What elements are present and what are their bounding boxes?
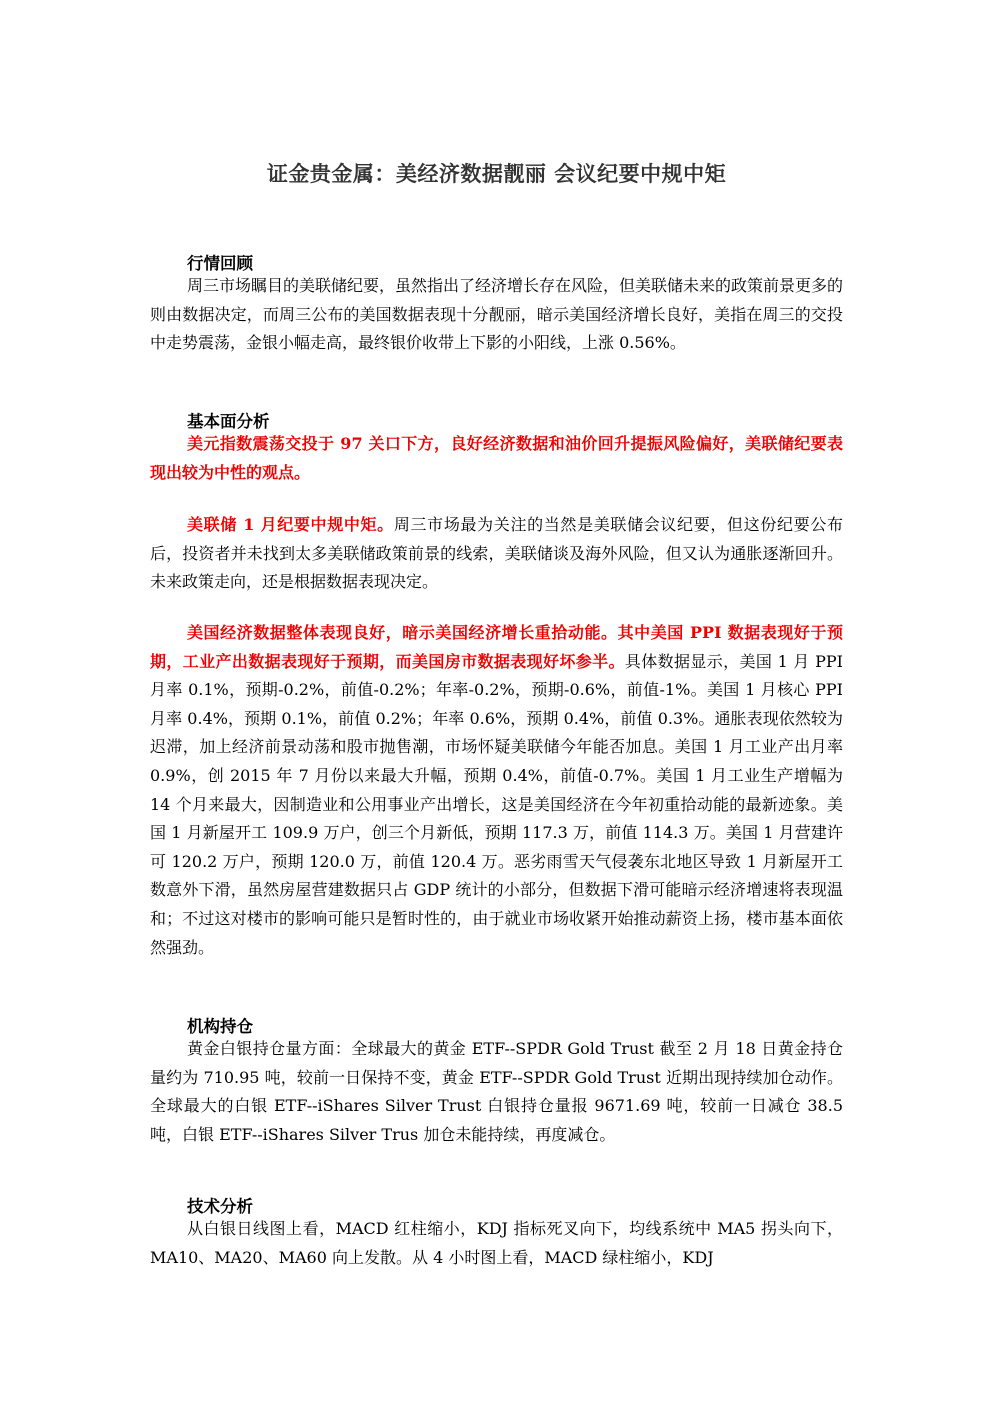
paragraph-fed-minutes xyxy=(150,511,843,597)
heading-technical: 技术分析 xyxy=(187,1197,253,1216)
fed-minutes-lead: 美联储 1 月纪要中规中矩。 xyxy=(187,515,394,534)
paragraph-market-review: 周三市场瞩目的美联储纪要，虽然指出了经济增长存在风险，但美联储未来的政策前景更多的则由数据决定，而周三公布的美国数据表现十分靓丽，暗示美国经济增长良好，美指在周三的交投中走势震荡，金银小幅走高，最终银价收带上下影的小阳线，上涨 0.56%。 xyxy=(150,276,844,353)
paragraph-us-data xyxy=(150,619,843,962)
document-title: 证金贵金属：美经济数据靓丽 会议纪要中规中矩 xyxy=(266,162,727,186)
us-data-body: 具体数据显示，美国 1 月 PPI 月率 0.1%，预期-0.2%，前值-0.2%；年率-0.2%，预期-0.6%，前值-1%。美国 1 月核心 PPI 月率 0.4%，预期 0.1%，前值 0.2%；年率 0.6%，预期 0.4%，前值 0.3%。通胀表现依然较为迟滞，加上经济前景动荡和股市抛售潮，市场怀疑美联储今年能否加息。美国 1 月工业产出月率 0.9%，创 2015 年 7 月份以来最大升幅，预期 0.4%，前值-0.7%。美国 1 月工业生产增幅为 14 个月来最大，因制造业和公用事业产出增长，这是美国经济在今年初重拾动能的最新迹象。美国 1 月新屋开工 109.9 万户，创三个月新低，预期 117.3 万，前值 114.3 万。美国 1 月营建许可 120.2 万户，预期 120.0 万，前值 120.4 万。恶劣雨雪天气侵袭东北地区导致 1 月新屋开工数意外下滑，虽然房屋营建数据只占 GDP 统计的小部分，但数据下滑可能暗示经济增速将表现温和；不过这对楼市的影响可能只是暂时性的，由于就业市场收紧开始推动薪资上扬，楼市基本面依然强劲。 xyxy=(150,651,843,957)
heading-holdings: 机构持仓 xyxy=(187,1017,253,1036)
heading-fundamental: 基本面分析 xyxy=(187,412,270,431)
fed-minutes-body: 周三市场最为关注的当然是美联储会议纪要，但这份纪要公布后，投资者并未找到太多美联储政策前景的线索，美联储谈及海外风险，但又认为通胀逐渐回升。未来政策走向，还是根据数据表现决定。 xyxy=(150,515,843,592)
paragraph-technical: 从白银日线图上看，MACD 红柱缩小，KDJ 指标死叉向下，均线系统中 MA5 拐头向下，MA10、MA20、MA60 向上发散。从 4 小时图上看，MACD 绿柱缩小，KDJ xyxy=(150,1219,843,1267)
us-data-lead: 美国经济数据整体表现良好，暗示美国经济增长重拾动能。其中美国 PPI 数据表现好于预期，工业产出数据表现好于预期，而美国房市数据表现好坏参半。 xyxy=(150,623,843,671)
paragraph-holdings: 黄金白银持仓量方面：全球最大的黄金 ETF--SPDR Gold Trust 截至 2 月 18 日黄金持仓量约为 710.95 吨，较前一日保持不变，黄金 ETF--SPDR Gold Trust 近期出现持续加仓动作。全球最大的白银 ETF--iShares Silver Trust 白银持仓量报 9671.69 吨，较前一日减仓 38.5 吨，白银 ETF--iShares Silver Trus 加仓未能持续，再度减仓。 xyxy=(150,1039,843,1144)
heading-market-review: 行情回顾 xyxy=(187,254,253,273)
paragraph-dollar-index: 美元指数震荡交投于 97 关口下方，良好经济数据和油价回升提振风险偏好，美联储纪要表现出较为中性的观点。 xyxy=(150,434,843,482)
